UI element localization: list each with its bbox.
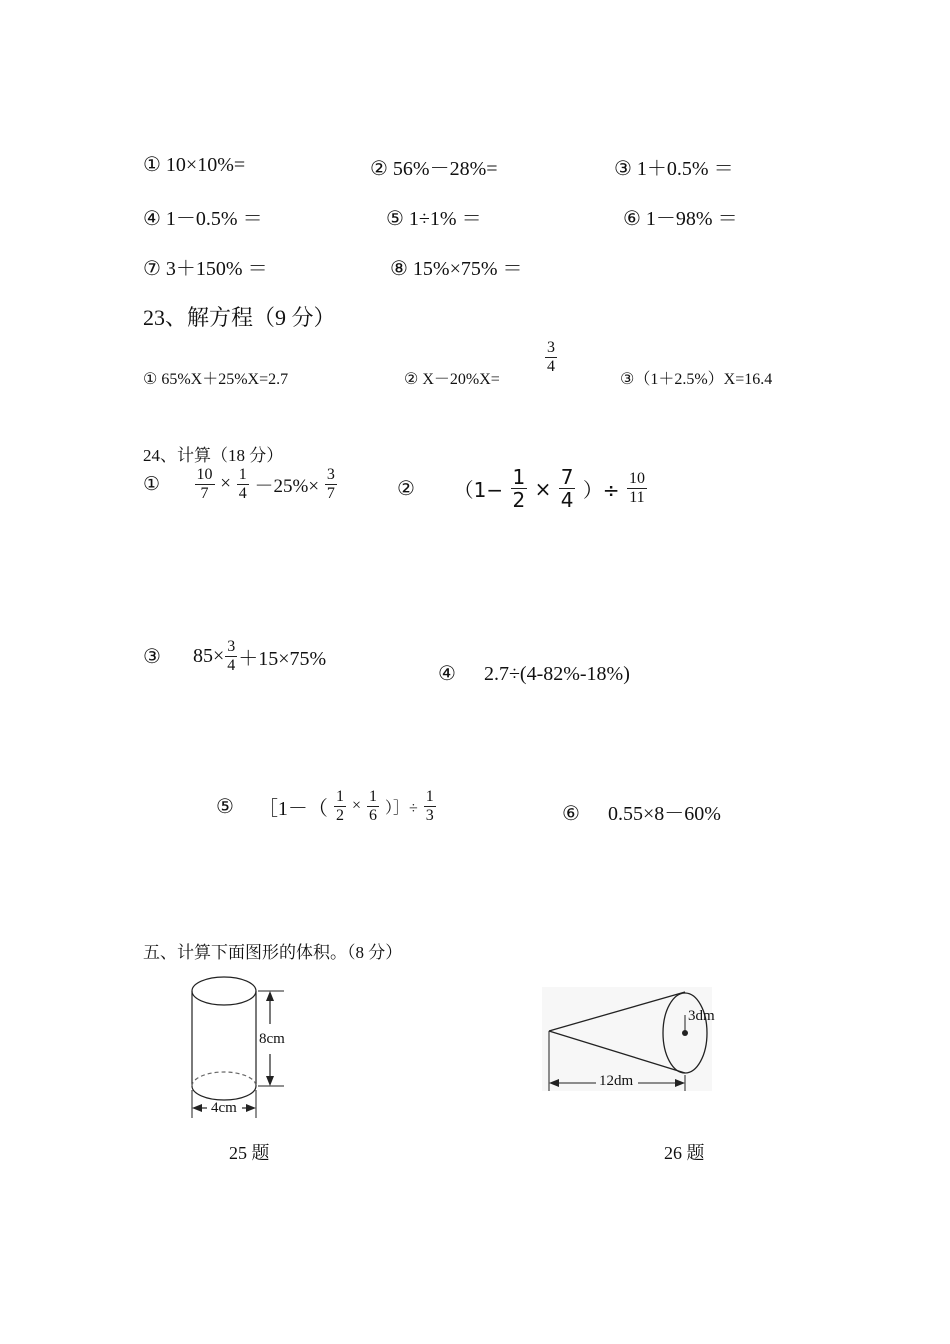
- fraction-7-4: $\frac{7}{4}$: [560, 465, 574, 512]
- q24-e2-open: （1−: [453, 478, 504, 502]
- q24-expression-6: [562, 797, 721, 826]
- fraction-1-2: $\frac{1}{2}$: [335, 788, 344, 824]
- fraction-3-4: $\frac{3}{4}$: [227, 638, 236, 674]
- q24-e5-close: ）］÷: [384, 799, 418, 817]
- q22-item-6: ⑥ 1－98% ＝: [623, 208, 738, 230]
- q23-eq2-numerator: 3: [547, 339, 555, 356]
- cylinder-bottom-front: [192, 1086, 256, 1100]
- cone-height-label: 12dm: [599, 1073, 634, 1089]
- q24-e5-marker: ⑤: [216, 795, 234, 818]
- times-sign: ×: [534, 476, 552, 501]
- fraction-1-6: $\frac{1}{6}$: [368, 788, 377, 824]
- fraction-1-4: $\frac{1}{4}$: [238, 466, 247, 502]
- q24-e6-marker: ⑥: [562, 803, 580, 825]
- q24-e3-marker: ③: [143, 645, 161, 668]
- q23-eq2-fraction: [544, 339, 558, 375]
- q24-expression-1: [143, 466, 338, 502]
- fraction-1-2: $\frac{1}{2}$: [512, 465, 526, 512]
- q24-e1-marker: ①: [143, 473, 161, 495]
- times-sign: ×: [220, 473, 232, 495]
- q24-e5-open: ［1－（: [257, 797, 328, 820]
- cylinder-diameter-label: 4cm: [211, 1100, 237, 1116]
- q24-e3-post: ＋15×75%: [238, 647, 327, 670]
- q22-item-8: ⑧ 15%×75% ＝: [390, 258, 523, 280]
- q24-e1-middle: －25%×: [254, 475, 320, 497]
- cylinder-caption: 25 题: [229, 1143, 270, 1163]
- cone-caption: 26 题: [664, 1143, 705, 1163]
- q24-e6-expr: 0.55×8－60%: [607, 803, 721, 825]
- q24-e3-pre: 85×: [192, 644, 225, 667]
- q23-eq2-denominator: 4: [547, 357, 555, 375]
- fraction-3-7: $\frac{3}{7}$: [326, 466, 335, 502]
- q22-item-4: ④ 1－0.5% ＝: [143, 208, 263, 230]
- fraction-10-7: $\frac{10}{7}$: [196, 466, 213, 502]
- cone-radius-label: 3dm: [688, 1008, 715, 1024]
- fraction-1-3: $\frac{1}{3}$: [425, 788, 434, 824]
- q23-title: 23、解方程（9 分）: [143, 305, 336, 330]
- q24-title: 24、计算（18 分）: [143, 446, 284, 465]
- q22-item-2: ② 56%－28%=: [370, 158, 498, 180]
- q23-equation-3: ③（1＋2.5%）X=16.4: [620, 371, 773, 388]
- cylinder-bottom-back: [192, 1072, 256, 1086]
- cone-center-dot: [682, 1030, 688, 1036]
- q22-item-1: ① 10×10%=: [143, 154, 246, 176]
- q24-expression-4: [438, 661, 630, 686]
- cylinder-top-ellipse: [192, 977, 256, 1005]
- q24-expression-3: [143, 638, 326, 674]
- q23-eq2-prefix: ② X－20%X=: [404, 371, 500, 388]
- cylinder-height-label: 8cm: [259, 1031, 285, 1047]
- section5-title: 五、计算下面图形的体积。（8 分）: [143, 943, 403, 962]
- q22-item-5: ⑤ 1÷1% ＝: [386, 208, 482, 230]
- q24-e4-marker: ④: [438, 663, 456, 685]
- q24-expression-2: [397, 466, 648, 511]
- q23-equation-1: ① 65%X＋25%X=2.7: [143, 371, 289, 388]
- q22-item-3: ③ 1＋0.5% ＝: [614, 158, 734, 180]
- times-sign: ×: [351, 797, 361, 815]
- q22-item-7: ⑦ 3＋150% ＝: [143, 258, 268, 280]
- fraction-10-11: $\frac{10}{11}$: [628, 470, 645, 506]
- q23-equation-2: [404, 366, 500, 389]
- q24-e2-marker: ②: [397, 478, 415, 500]
- q24-e4-expr: 2.7÷(4-82%-18%): [483, 663, 630, 685]
- q24-expression-5: [216, 788, 437, 824]
- q24-e2-close: ）÷: [582, 478, 620, 502]
